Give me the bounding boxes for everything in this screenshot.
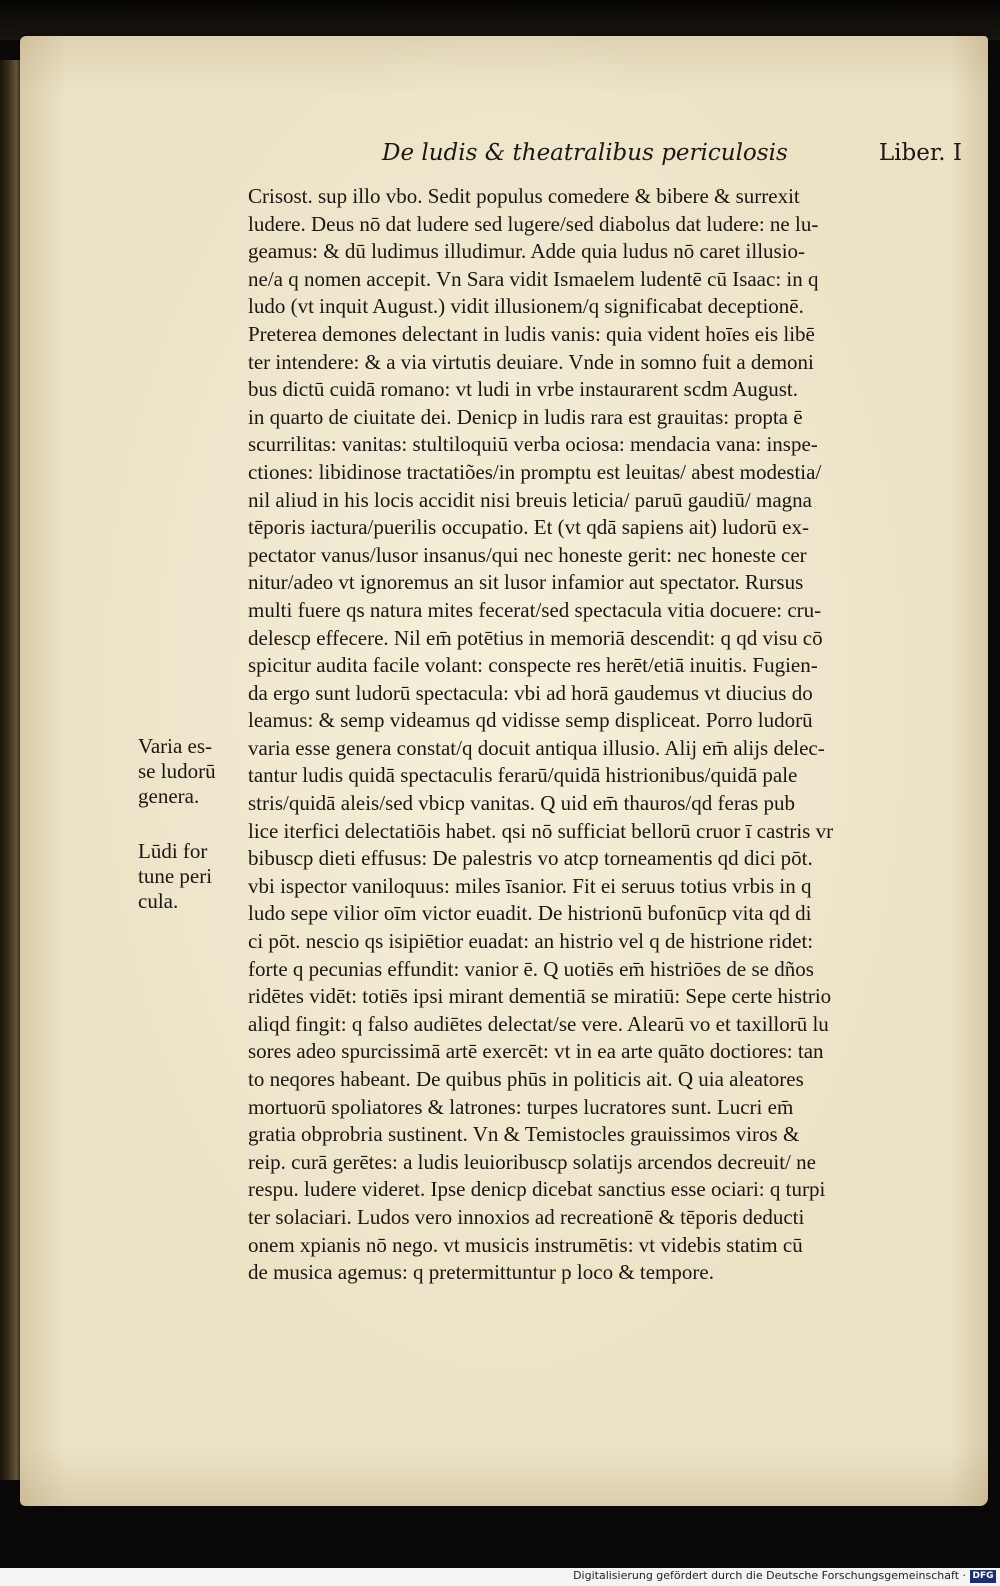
body-text	[248, 183, 934, 1287]
book-board-top	[0, 0, 1000, 40]
text-line: ludo (vt inquit August.) vidit illusionem/q significabat deceptionē.	[248, 294, 804, 319]
text-line: stris/quidā aleis/sed vbicp vanitas. Q uid em̄ thauros/qd feras pub	[248, 791, 796, 816]
dfg-logo: DFG	[970, 1570, 996, 1583]
text-line: reip. curā gerētes: a ludis leuioribuscp solatijs arcendos decreuit/ ne	[248, 1149, 816, 1174]
margin-notes	[138, 734, 242, 944]
scan-background-bottom	[0, 1506, 1000, 1568]
text-line: geamus: & dū ludimus illudimur. Adde quia ludus nō caret illusio-	[248, 239, 806, 264]
text-line: nitur/adeo vt ignoremus an sit lusor infamior aut spectator. Rursus	[248, 570, 804, 595]
text-line: mortuorū spoliatores & latrones: turpes lucratores sunt. Lucri em̄	[248, 1094, 794, 1119]
text-line: leamus: & semp videamus qd vidisse semp displiceat. Porro ludorū	[248, 708, 813, 733]
text-line: delescp effecere. Nil em̄ potētius in memoriā descendit: q qd visu cō	[248, 625, 823, 650]
text-line: pectator vanus/lusor insanus/qui nec honeste gerit: nec honeste cer	[248, 542, 807, 567]
margin-note-line: Lūdi for	[138, 839, 208, 863]
text-line: aliqd fingit: q falso audiētes delectat/se vere. Alearū vo et taxillorū lu	[248, 1011, 829, 1036]
text-line: vbi ispector vaniloquus: miles īsanior. Fit ei seruus totius vrbis in q	[248, 873, 812, 898]
text-line: varia esse genera constat/q docuit antiqua illusio. Alij em̄ alijs delec-	[248, 735, 825, 760]
text-line: ludo sepe vilior oīm victor euadit. De histrionū bufonūcp vita qd di	[248, 901, 812, 926]
text-line: spicitur audita facile volant: conspecte res herēt/etiā inuitis. Fugien-	[248, 653, 818, 678]
margin-note-line: Varia es-	[138, 734, 213, 758]
text-line: tēporis iactura/puerilis occupatio. Et (vt qdā sapiens ait) ludorū ex-	[248, 515, 809, 540]
margin-note	[138, 734, 242, 809]
footer-bar	[0, 1568, 1000, 1586]
margin-note-line: se ludorū	[138, 759, 216, 783]
text-line: onem xpianis nō nego. vt musicis instrumētis: vt videbis statim cū	[248, 1232, 803, 1257]
text-line: gratia obprobria sustinent. Vn & Temistocles grauissimos viros &	[248, 1122, 800, 1147]
margin-note-line: tune peri	[138, 864, 213, 888]
text-line: multi fuere qs natura mites fecerat/sed spectacula vitia docuere: cru-	[248, 597, 822, 622]
text-line: bibuscp dieti effusus: De palestris vo atcp torneamentis qd dici pōt.	[248, 846, 813, 871]
text-line: forte q pecunias effundit: vanior ē. Q uotiēs em̄ histriōes de se dños	[248, 956, 814, 981]
text-line: Preterea demones delectant in ludis vanis: quia vident hoīes eis libē	[248, 321, 815, 346]
text-line: ludere. Deus nō dat ludere sed lugere/sed diabolus dat ludere: ne lu-	[248, 211, 819, 236]
text-line: in quarto de ciuitate dei. Denicp in ludis rara est grauitas: propta ē	[248, 404, 803, 429]
running-head-title: De ludis & theatralibus periculosis	[382, 140, 788, 166]
text-line: nil aliud in his locis accidit nisi breuis leticia/ paruū gaudiū/ magna	[248, 487, 812, 512]
text-line: ctiones: libidinose tractatiões/in promptu est leuitas/ abest modestia/	[248, 459, 822, 484]
text-line: de musica agemus: q pretermittuntur p loco & tempore.	[248, 1260, 714, 1285]
footer-credit: Digitalisierung gefördert durch die Deutsche Forschungsgemeinschaft ·	[573, 1569, 966, 1582]
text-line: bus dictū cuidā romano: vt ludi in vrbe instaurarent scdm August.	[248, 377, 798, 402]
running-head	[382, 140, 962, 172]
running-head-book-number: Liber. I	[878, 140, 962, 166]
text-line: tantur ludis quidā spectaculis ferarū/quidā histrionibus/quidā pale	[248, 763, 798, 788]
text-line: respu. ludere videret. Ipse denicp dicebat sanctius esse ociari: q turpi	[248, 1177, 826, 1202]
text-line: to neqores habeant. De quibus phūs in politicis ait. Q uia aleatores	[248, 1067, 804, 1091]
text-line: ter intendere: & a via virtutis deuiare. Vnde in somno fuit a demoni	[248, 349, 814, 374]
text-line: da ergo sunt ludorū spectacula: vbi ad horā gaudemus vt diucius do	[248, 680, 813, 705]
text-line: scurrilitas: vanitas: stultiloquiū verba ociosa: mendacia vana: inspe-	[248, 432, 818, 457]
margin-note	[138, 839, 242, 914]
text-line: ridētes vidēt: totiēs ipsi mirant dementiā se miratiū: Sepe certe histrio	[248, 984, 832, 1009]
text-line: lice iterfici delectatiōis habet. qsi nō sufficiat bellorū cruor ī castris vr	[248, 818, 834, 843]
text-line: ter solaciari. Ludos vero innoxios ad recreationē & tēporis deducti	[248, 1204, 805, 1229]
text-line: ne/a q nomen accepit. Vn Sara vidit Ismaelem ludentē cū Isaac: in q	[248, 266, 819, 291]
text-line: Crisost. sup illo vbo. Sedit populus comedere & bibere & surrexit	[248, 184, 800, 208]
text-line: ci pōt. nescio qs isipiētior euadat: an histrio vel q de histrione ridet:	[248, 929, 814, 954]
text-line: sores adeo spurcissimā artē exercēt: vt in ea arte quāto doctiores: tan	[248, 1039, 824, 1064]
margin-note-line: genera.	[138, 784, 200, 808]
margin-note-line: cula.	[138, 889, 179, 913]
